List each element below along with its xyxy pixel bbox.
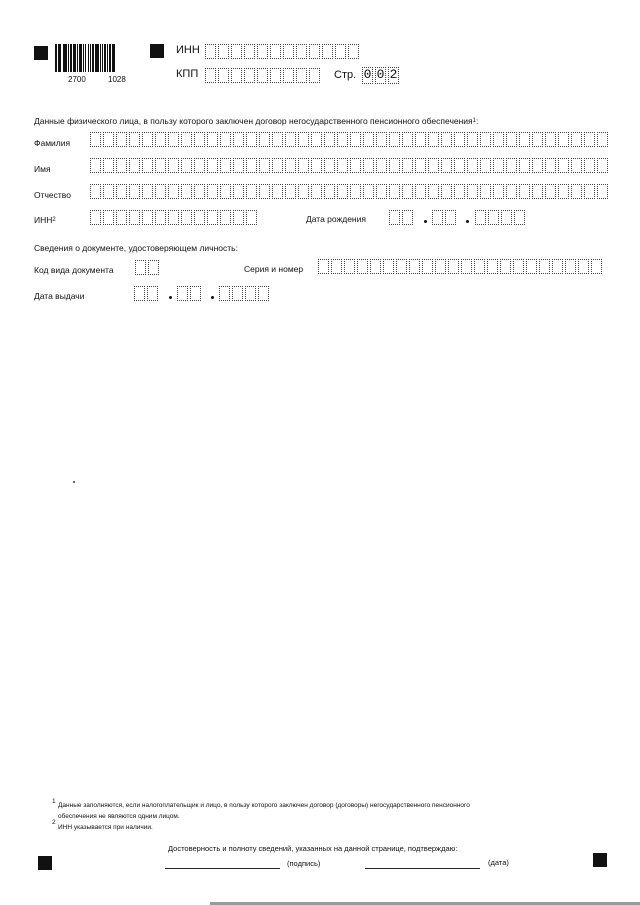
char-cell[interactable] [348,44,359,59]
char-cell[interactable] [155,210,166,225]
char-cell[interactable] [597,158,608,173]
char-cell[interactable] [501,210,512,225]
char-cell[interactable] [259,184,270,199]
char-cell[interactable] [311,132,322,147]
char-cell[interactable] [402,210,413,225]
header-inn-cells[interactable] [205,44,361,59]
footnote-1-line-1: Данные заполняются, если налогоплательщик и лицо, в пользу которого заключен договор (договоры) негосударственного пенсионного [58,802,470,809]
char-cell[interactable] [370,259,381,274]
char-cell[interactable] [311,184,322,199]
char-cell[interactable] [194,210,205,225]
char-cell[interactable] [526,259,537,274]
char-cell[interactable] [142,210,153,225]
char-cell[interactable] [220,184,231,199]
char-cell[interactable] [324,158,335,173]
char-cell[interactable] [415,158,426,173]
char-cell[interactable] [493,158,504,173]
char-cell[interactable] [402,132,413,147]
char-cell[interactable] [181,132,192,147]
char-cell[interactable] [565,259,576,274]
char-cell[interactable] [324,184,335,199]
char-cell[interactable] [90,184,101,199]
char-cell[interactable] [337,132,348,147]
char-cell[interactable] [285,158,296,173]
char-cell[interactable] [259,132,270,147]
date-separator [424,220,427,223]
char-cell[interactable] [309,68,320,83]
signature-caption: (подпись) [287,859,321,868]
birth-year-cells[interactable] [475,210,527,225]
char-cell[interactable] [244,44,255,59]
char-cell[interactable] [272,184,283,199]
char-cell[interactable] [506,184,517,199]
char-cell[interactable] [168,184,179,199]
char-cell[interactable] [116,184,127,199]
char-cell[interactable] [147,286,158,301]
char-cell[interactable] [448,259,459,274]
footnote-1-mark: 1 [52,798,56,805]
char-cell[interactable] [428,132,439,147]
series-number-label: Серия и номер [244,264,304,274]
corner-marker-bottom-right [593,853,607,867]
char-cell[interactable] [231,68,242,83]
char-cell[interactable] [270,68,281,83]
char-cell[interactable] [454,184,465,199]
char-cell[interactable] [350,158,361,173]
char-cell[interactable] [357,259,368,274]
char-cell[interactable] [428,184,439,199]
char-cell[interactable] [422,259,433,274]
date-line[interactable] [365,868,480,869]
char-cell[interactable] [116,210,127,225]
char-cell[interactable] [376,132,387,147]
char-cell[interactable] [233,132,244,147]
char-cell[interactable] [441,158,452,173]
footnote-2-text: ИНН указывается при наличии. [58,824,153,831]
patronymic-cells[interactable] [90,184,610,199]
char-cell[interactable] [513,259,524,274]
char-cell[interactable] [488,210,499,225]
char-cell[interactable] [134,286,145,301]
char-cell[interactable] [129,158,140,173]
char-cell[interactable] [257,44,268,59]
char-cell[interactable] [246,132,257,147]
char-cell[interactable] [220,158,231,173]
char-cell[interactable] [272,132,283,147]
barcode-bar [113,44,115,72]
char-cell[interactable] [461,259,472,274]
birth-month-cells[interactable] [432,210,458,225]
char-cell[interactable] [285,184,296,199]
char-cell[interactable] [389,158,400,173]
char-cell[interactable] [142,184,153,199]
char-cell[interactable] [181,210,192,225]
page-number-cells [362,67,401,84]
char-cell[interactable] [441,184,452,199]
char-cell[interactable] [545,158,556,173]
char-cell[interactable] [129,132,140,147]
surname-cells[interactable] [90,132,610,147]
doc-code-cells[interactable] [135,260,161,275]
char-cell[interactable] [90,158,101,173]
char-cell[interactable] [519,184,530,199]
char-cell[interactable] [467,158,478,173]
barcode [55,44,135,72]
char-cell[interactable] [475,210,486,225]
char-cell[interactable] [383,259,394,274]
char-cell[interactable] [207,158,218,173]
char-cell[interactable] [181,184,192,199]
issue-date-label: Дата выдачи [34,291,85,301]
char-cell[interactable] [245,286,256,301]
char-cell[interactable] [558,184,569,199]
char-cell[interactable] [232,286,243,301]
char-cell[interactable] [454,132,465,147]
issue-day-cells[interactable] [134,286,160,301]
char-cell[interactable] [207,132,218,147]
char-cell[interactable] [337,184,348,199]
doc-code-label: Код вида документа [34,265,114,275]
char-cell[interactable] [506,158,517,173]
char-cell[interactable] [435,259,446,274]
char-cell[interactable] [257,68,268,83]
char-cell[interactable] [116,132,127,147]
char-cell[interactable] [493,184,504,199]
char-cell[interactable] [142,158,153,173]
char-cell[interactable] [558,132,569,147]
char-cell[interactable] [467,132,478,147]
issue-year-cells[interactable] [219,286,271,301]
char-cell[interactable] [233,184,244,199]
page-digit: 0 [376,67,385,82]
char-cell[interactable] [519,132,530,147]
char-cell[interactable] [532,184,543,199]
char-cell[interactable] [474,259,485,274]
char-cell[interactable] [129,184,140,199]
char-cell[interactable] [90,210,101,225]
char-cell[interactable] [207,210,218,225]
char-cell[interactable] [103,132,114,147]
char-cell[interactable] [571,184,582,199]
person-inn-label: ИНН$^2$ [34,215,56,225]
char-cell[interactable] [597,184,608,199]
char-cell[interactable] [331,259,342,274]
page-digit: 0 [363,67,372,82]
char-cell[interactable] [532,158,543,173]
char-cell[interactable] [578,259,589,274]
char-cell[interactable] [246,158,257,173]
char-cell[interactable] [194,184,205,199]
person-inn-cells[interactable] [90,210,259,225]
footnote-1-line-2: обеспечения не являются одним лицом. [58,813,180,820]
char-cell[interactable] [539,259,550,274]
corner-marker-top-left [34,46,48,60]
char-cell[interactable] [155,132,166,147]
char-cell[interactable] [584,184,595,199]
page-label: Стр. [334,69,357,81]
date-separator [211,296,214,299]
char-cell[interactable] [545,184,556,199]
char-cell[interactable] [135,260,146,275]
char-cell[interactable] [103,184,114,199]
char-cell[interactable] [571,158,582,173]
char-cell[interactable] [552,259,563,274]
date-separator [466,220,469,223]
char-cell[interactable] [194,158,205,173]
char-cell[interactable] [296,68,307,83]
char-cell[interactable] [514,210,525,225]
char-cell[interactable] [428,158,439,173]
char-cell[interactable] [285,132,296,147]
header-inn-label: ИНН [176,44,200,56]
char-cell[interactable] [298,158,309,173]
char-cell[interactable] [246,210,257,225]
date-separator [169,296,172,299]
char-cell[interactable] [454,158,465,173]
char-cell[interactable] [584,132,595,147]
birth-day-cells[interactable] [389,210,415,225]
char-cell[interactable] [244,68,255,83]
char-cell[interactable] [493,132,504,147]
char-cell[interactable] [389,132,400,147]
corner-marker-top-right [150,44,164,58]
char-cell[interactable] [506,132,517,147]
char-cell[interactable] [311,158,322,173]
char-cell[interactable] [207,184,218,199]
char-cell[interactable] [298,132,309,147]
char-cell[interactable] [270,44,281,59]
char-cell[interactable] [177,286,188,301]
surname-label: Фамилия [34,138,71,148]
char-cell[interactable] [350,184,361,199]
char-cell[interactable] [231,44,242,59]
char-cell[interactable] [363,184,374,199]
char-cell[interactable] [415,132,426,147]
birth-date-label: Дата рождения [306,214,366,224]
char-cell[interactable] [190,286,201,301]
char-cell[interactable] [168,132,179,147]
scan-speck [73,481,75,483]
char-cell[interactable] [432,210,443,225]
char-cell[interactable] [103,210,114,225]
char-cell[interactable] [129,210,140,225]
char-cell[interactable] [402,184,413,199]
char-cell[interactable] [597,132,608,147]
char-cell[interactable] [318,259,329,274]
char-cell[interactable] [571,132,582,147]
char-cell[interactable] [194,132,205,147]
char-cell[interactable] [220,132,231,147]
char-cell[interactable] [558,158,569,173]
char-cell[interactable] [298,184,309,199]
document-section-title: Сведения о документе, удостоверяющем личность: [34,243,238,253]
char-cell[interactable] [168,158,179,173]
char-cell[interactable] [233,210,244,225]
char-cell[interactable] [324,132,335,147]
char-cell[interactable] [116,158,127,173]
char-cell[interactable] [155,184,166,199]
name-label: Имя [34,164,51,174]
barcode-number-right: 1028 [108,75,126,84]
char-cell[interactable] [441,132,452,147]
char-cell[interactable] [218,68,229,83]
char-cell[interactable] [168,210,179,225]
char-cell[interactable] [272,158,283,173]
char-cell[interactable] [519,158,530,173]
char-cell[interactable] [181,158,192,173]
char-cell[interactable] [233,158,244,173]
char-cell[interactable] [142,132,153,147]
char-cell[interactable] [335,44,346,59]
char-cell[interactable] [148,260,159,275]
char-cell[interactable] [480,184,491,199]
char-cell[interactable] [155,158,166,173]
char-cell[interactable] [500,259,511,274]
char-cell[interactable] [309,44,320,59]
footnote-2-mark: 2 [52,819,56,826]
char-cell[interactable] [445,210,456,225]
char-cell[interactable] [344,259,355,274]
char-cell[interactable] [103,158,114,173]
signature-line[interactable] [165,868,280,869]
date-caption: (дата) [488,858,509,867]
char-cell[interactable] [90,132,101,147]
header-kpp-cells[interactable] [205,68,322,83]
char-cell[interactable] [322,44,333,59]
page-digit: 2 [389,67,398,82]
char-cell[interactable] [246,184,257,199]
char-cell[interactable] [363,158,374,173]
series-number-cells[interactable] [318,259,604,274]
char-cell[interactable] [584,158,595,173]
issue-month-cells[interactable] [177,286,203,301]
char-cell[interactable] [376,184,387,199]
char-cell[interactable] [396,259,407,274]
char-cell[interactable] [205,44,216,59]
char-cell[interactable] [532,132,543,147]
person-section-title: Данные физического лица, в пользу которого заключен договор негосударственного пенсионного обеспечения$^1$: [34,116,479,126]
char-cell[interactable] [376,158,387,173]
char-cell[interactable] [283,68,294,83]
char-cell[interactable] [480,132,491,147]
char-cell[interactable] [259,158,270,173]
header-kpp-label: КПП [176,68,199,80]
char-cell[interactable] [467,184,478,199]
char-cell[interactable] [591,259,602,274]
char-cell[interactable] [409,259,420,274]
char-cell[interactable] [545,132,556,147]
char-cell[interactable] [389,184,400,199]
char-cell[interactable] [487,259,498,274]
char-cell[interactable] [219,286,230,301]
char-cell[interactable] [205,68,216,83]
char-cell[interactable] [296,44,307,59]
char-cell[interactable] [402,158,413,173]
char-cell[interactable] [218,44,229,59]
char-cell[interactable] [258,286,269,301]
corner-marker-bottom-left [38,856,52,870]
char-cell[interactable] [480,158,491,173]
char-cell[interactable] [389,210,400,225]
patronymic-label: Отчество [34,190,71,200]
char-cell[interactable] [415,184,426,199]
confirmation-text: Достоверность и полноту сведений, указанных на данной странице, подтверждаю: [168,844,458,853]
char-cell[interactable] [337,158,348,173]
char-cell[interactable] [283,44,294,59]
char-cell[interactable] [363,132,374,147]
char-cell[interactable] [350,132,361,147]
name-cells[interactable] [90,158,610,173]
char-cell[interactable] [220,210,231,225]
barcode-number-left: 2700 [68,75,86,84]
